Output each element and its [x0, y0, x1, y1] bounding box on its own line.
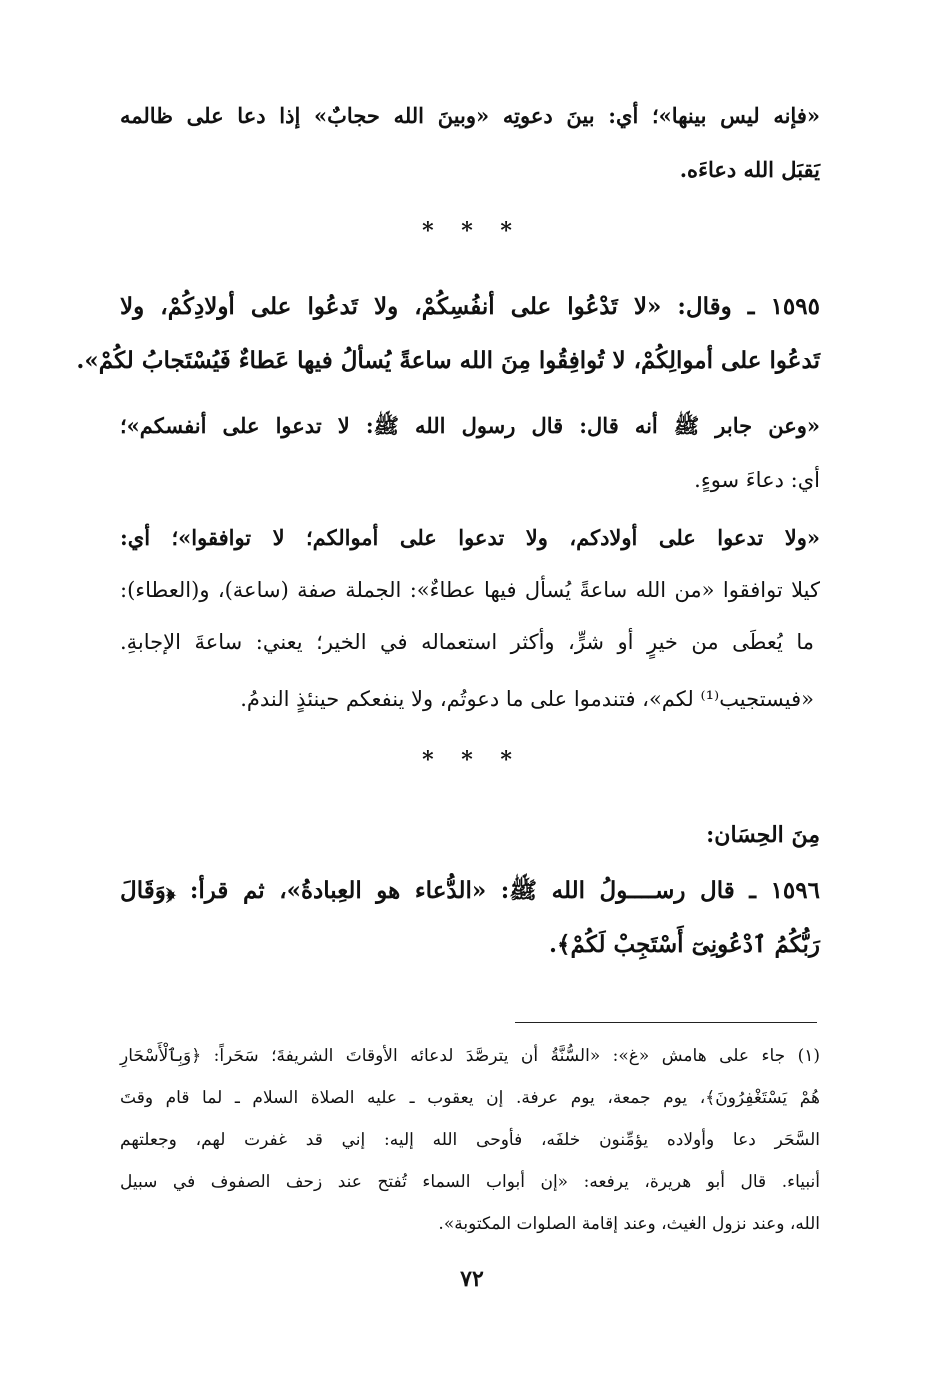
- section-heading: مِنَ الحِسَان:: [706, 822, 820, 848]
- commentary-line-6: «فيستجيب⁽¹⁾ لكم»، فتندموا على ما دعوتُم، ولا ينفعكم حينئذٍ الندمُ.: [240, 687, 814, 711]
- page-number: ٧٢: [460, 1266, 484, 1292]
- commentary-line-3: «ولا تدعوا على أولادكم، ولا تدعوا على أموالكم؛ لا توافقوا»؛ أي:: [120, 525, 820, 550]
- footnote-line-2: هُمْ يَسْتَغْفِرُونَ﴾، يوم جمعة، يوم عرفة. إن يعقوب ـ عليه الصلاة السلام ـ لما قام وقتَ: [120, 1088, 820, 1108]
- intro-line-2: يَقبَل الله دعاءَه.: [679, 157, 820, 182]
- footnote-line-1: (١) جاء على هامش «غ»: «السُّنَّةُ أن يترصَّدَ لدعائه الأوقاتَ الشريفةَ؛ سَحَراً: ﴿وَبِٱلْأَسْحَارِ: [120, 1046, 820, 1066]
- section-separator: * * *: [422, 218, 522, 244]
- hadith-1595-line-1: ١٥٩٥ ـ وقال: «لا تَدْعُوا على أنفُسِكُمْ، ولا تَدعُوا على أولادِكُمْ، ولا: [120, 293, 820, 320]
- commentary-line-4: كيلا توافقوا «من الله ساعةً يُسأل فيها عطاءٌ»: الجملة صفة (ساعة)، و(العطاء):: [120, 578, 820, 602]
- footnote-line-3: السَّحَر دعا وأولاده يؤمِّنون خلفَه، فأوحى الله إليه: إني قد غفرت لهم، وجعلتهم: [120, 1130, 820, 1150]
- hadith-1596-line-2: رَبُّكُمُ ٱدْعُونِىٓ أَسْتَجِبْ لَكُمْ﴾.: [549, 931, 820, 958]
- commentary-line-1: «وعن جابر ﷺ أنه قال: قال رسول الله ﷺ: لا تدعوا على أنفسكم»؛: [120, 413, 820, 438]
- intro-line-1: «فإنه ليس بينها»؛ أي: بينَ دعوتِه «وبينَ الله حجابٌ» إذا دعا على ظالمه: [120, 103, 820, 128]
- commentary-line-2: أي: دعاءَ سوءٍ.: [694, 468, 820, 492]
- hadith-1595-line-2: تَدعُوا على أموالِكُمْ، لا تُوافِقُوا مِنَ الله ساعةً يُسألُ فيها عَطاءٌ فَيُسْتَجابُ لكُمْ».: [76, 347, 820, 374]
- footnote-line-5: الله، وعند نزول الغيث، وعند إقامة الصلوات المكتوبة».: [438, 1214, 820, 1234]
- hadith-1596-line-1: ١٥٩٦ ـ قال رســــولُ الله ﷺ: «الدُّعاء هو العِبادةُ»، ثم قرأ: ﴿وَقَالَ: [120, 877, 820, 904]
- commentary-line-5: ما يُعطَى من خيرٍ أو شرٍّ، وأكثر استعماله في الخير؛ يعني: ساعةَ الإجابةِ.: [120, 630, 814, 654]
- section-separator: * * *: [422, 747, 522, 773]
- footnote-divider: [515, 1022, 817, 1023]
- footnote-line-4: أنبياء. قال أبو هريرة، يرفعه: «إن أبواب السماء تُفتح عند زحف الصفوف في سبيل: [120, 1172, 820, 1192]
